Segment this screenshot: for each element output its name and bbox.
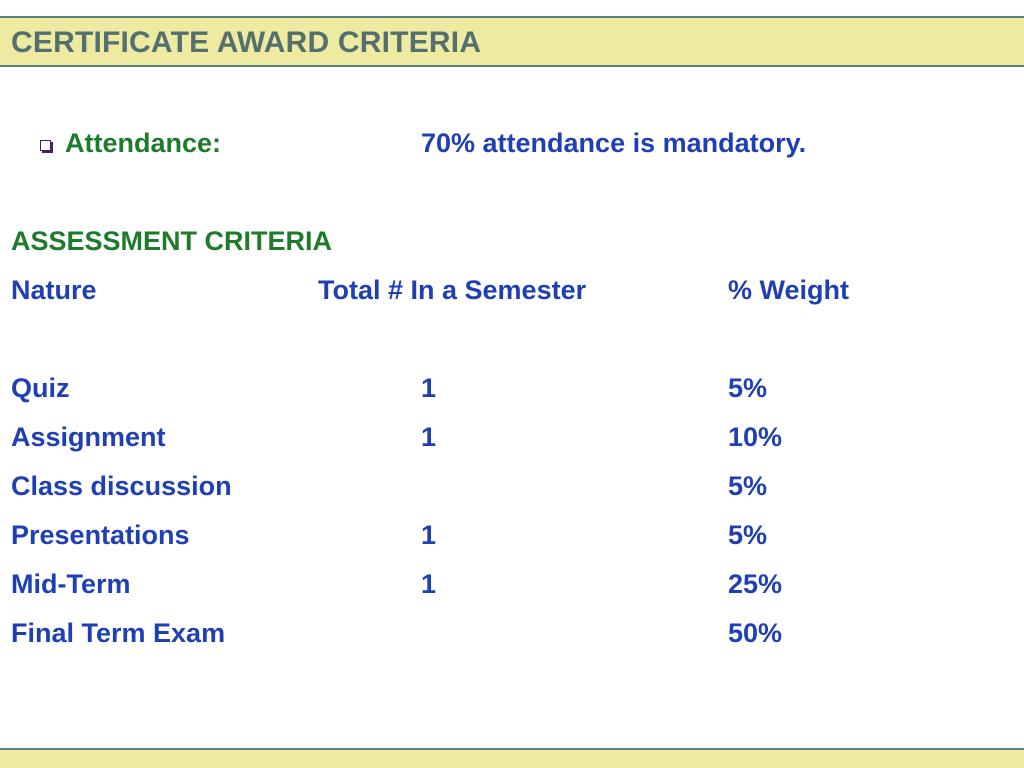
table-row bbox=[11, 422, 1011, 458]
total-cell: 1 bbox=[421, 373, 437, 403]
page-title: CERTIFICATE AWARD CRITERIA bbox=[11, 26, 482, 59]
weight-cell: 10% bbox=[728, 422, 783, 452]
table-row bbox=[11, 618, 1011, 654]
nature-cell: Class discussion bbox=[11, 471, 232, 501]
assessment-header-row bbox=[11, 275, 1011, 311]
nature-cell: Presentations bbox=[11, 520, 190, 550]
nature-cell: Mid-Term bbox=[11, 569, 131, 599]
attendance-label: Attendance: bbox=[65, 128, 222, 158]
nature-cell: Quiz bbox=[11, 373, 70, 403]
assessment-heading: ASSESSMENT CRITERIA bbox=[11, 226, 333, 256]
checkbox-bullet-icon bbox=[40, 140, 51, 151]
attendance-bullet-item bbox=[40, 126, 940, 162]
table-row bbox=[11, 471, 1011, 507]
weight-cell: 5% bbox=[728, 520, 768, 550]
total-cell: 1 bbox=[421, 520, 437, 550]
nature-cell: Assignment bbox=[11, 422, 166, 452]
table-row bbox=[11, 569, 1011, 605]
nature-cell: Final Term Exam bbox=[11, 618, 226, 648]
weight-cell: 25% bbox=[728, 569, 783, 599]
title-bar bbox=[0, 16, 1024, 67]
column-header-total: Total # In a Semester bbox=[318, 275, 587, 305]
footer-bar bbox=[0, 748, 1024, 768]
attendance-value: 70% attendance is mandatory. bbox=[421, 128, 807, 158]
column-header-nature: Nature bbox=[11, 275, 97, 305]
weight-cell: 5% bbox=[728, 373, 768, 403]
weight-cell: 50% bbox=[728, 618, 783, 648]
table-row bbox=[11, 373, 1011, 409]
weight-cell: 5% bbox=[728, 471, 768, 501]
table-row bbox=[11, 520, 1011, 556]
column-header-weight: % Weight bbox=[728, 275, 849, 305]
total-cell: 1 bbox=[421, 569, 437, 599]
total-cell: 1 bbox=[421, 422, 437, 452]
